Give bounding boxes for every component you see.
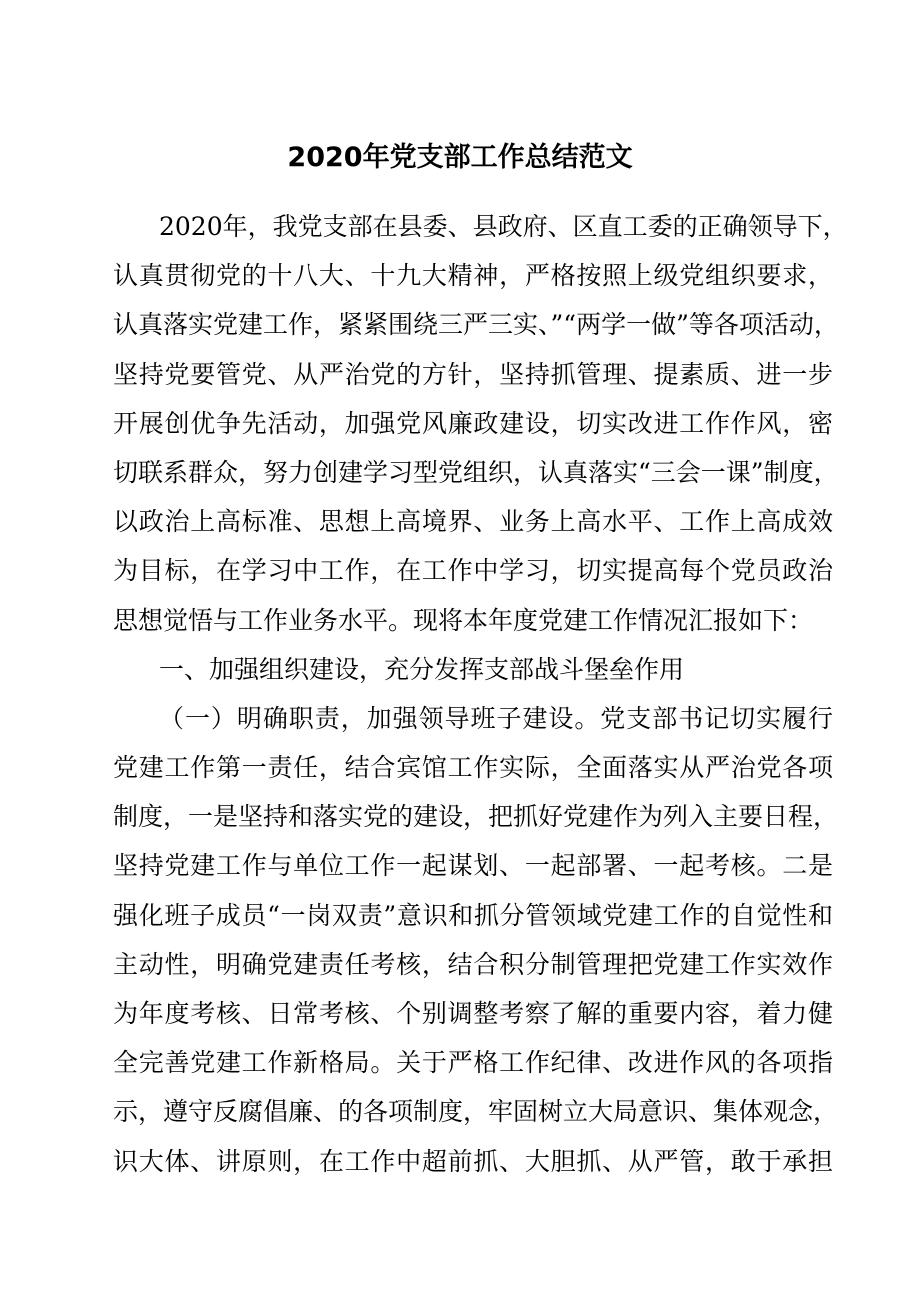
- paragraph-line: 认真贯彻党的十八大、十九大精神，严格按照上级党组织要求，: [113, 261, 833, 291]
- paragraph-line: 认真落实党建工作，紧紧围绕三严三实、”“两学一做”等各项活动，: [113, 310, 839, 340]
- paragraph-line: 思想觉悟与工作业务水平。现将本年度党建工作情况汇报如下：: [113, 605, 814, 635]
- paragraph-line: 以政治上高标准、思想上高境界、业务上高水平、工作上高成效: [113, 507, 833, 537]
- section-heading: 一、加强组织建设，充分发挥支部战斗堡垒作用: [159, 654, 685, 684]
- paragraph-line: 识大体、讲原则，在工作中超前抓、大胆抓、从严管，敢于承担: [113, 1146, 833, 1176]
- paragraph-line: 示，遵守反腐倡廉、的各项制度，牢固树立大局意识、集体观念，: [113, 1097, 839, 1127]
- document-body: [113, 202, 848, 1186]
- paragraph-line: 坚持党要管党、从严治党的方针，坚持抓管理、提素质、进一步: [113, 359, 833, 389]
- paragraph-line: 为目标，在学习中工作，在工作中学习，切实提高每个党员政治: [113, 556, 833, 586]
- paragraph-line: （一）明确职责，加强领导班子建设。党支部书记切实履行: [159, 703, 833, 733]
- paragraph-line: 制度，一是坚持和落实党的建设，把抓好党建作为列入主要日程，: [113, 802, 839, 832]
- document-title: 2020年党支部工作总结范文: [287, 142, 633, 173]
- paragraph-line: 2020年，我党支部在县委、县政府、区直工委的正确领导下，: [159, 212, 848, 241]
- paragraph-line: 主动性，明确党建责任考核，结合积分制管理把党建工作实效作: [113, 949, 833, 979]
- paragraph-line: 全完善党建工作新格局。关于严格工作纪律、改进作风的各项指: [113, 1048, 833, 1078]
- paragraph-line: 党建工作第一责任，结合宾馆工作实际，全面落实从严治党各项: [113, 753, 833, 783]
- paragraph-line: 为年度考核、日常考核、个别调整考察了解的重要内容，着力健: [113, 999, 833, 1028]
- paragraph-line: 坚持党建工作与单位工作一起谋划、一起部署、一起考核。二是: [113, 851, 833, 881]
- paragraph-line: 切联系群众，努力创建学习型党组织，认真落实“三会一课”制度，: [113, 457, 839, 487]
- paragraph-line: 开展创优争先活动，加强党风廉政建设，切实改进工作作风，密: [113, 408, 833, 438]
- paragraph-line: 强化班子成员“一岗双责”意识和抓分管领域党建工作的自觉性和: [113, 900, 833, 930]
